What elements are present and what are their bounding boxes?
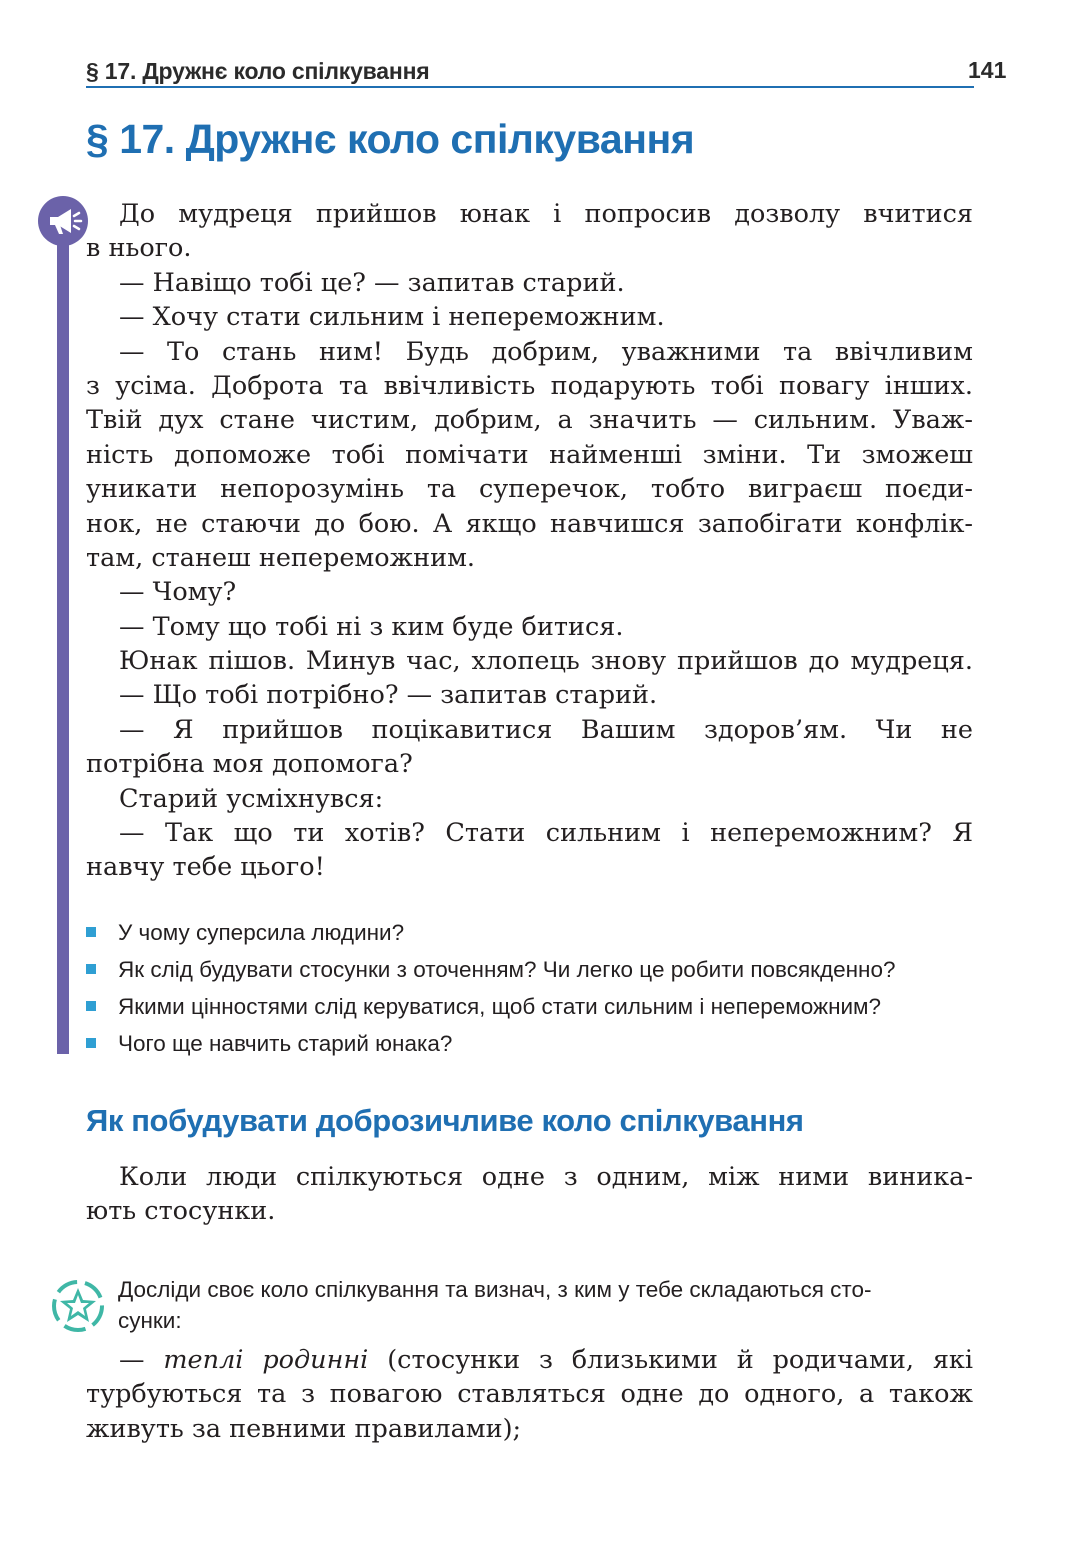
task-text — [118, 1274, 974, 1336]
star-icon — [52, 1280, 104, 1332]
intro-line: ють стосунки. — [86, 1196, 276, 1227]
story-sidebar — [57, 222, 69, 1054]
story-text — [86, 197, 973, 885]
story-line: До мудреця прийшов юнак і попросив дозволу вчитися — [119, 199, 973, 229]
relations-dash: — — [119, 1345, 145, 1375]
relations-line: турбуються та з повагою ставляться одне до одного, а також — [86, 1379, 973, 1410]
relations-text — [86, 1343, 973, 1446]
task-line: сунки: — [118, 1308, 182, 1333]
question-item: Якими цінностями слід керуватися, щоб стати сильним і непереможним? — [86, 988, 986, 1025]
relations-line — [86, 1343, 973, 1377]
story-line: Юнак пішов. Минув час, хлопець знову прийшов до мудреця. — [119, 646, 973, 677]
relations-term: теплі родинні — [163, 1345, 369, 1375]
running-header — [86, 52, 974, 88]
story-line: потрібна моя допомога? — [86, 749, 413, 780]
story-line: ність допоможе тобі помічати найменші зміни. Ти зможеш — [86, 439, 973, 470]
section-heading: Як побудувати доброзичливе коло спілкування — [86, 1103, 804, 1138]
story-line: Старий усміхнувся: — [119, 783, 384, 814]
megaphone-icon — [38, 196, 88, 246]
story-line: — Хочу стати сильним і непереможним. — [119, 302, 665, 333]
task-line: Досліди своє коло спілкування та визнач, з ким у тебе складаються сто- — [118, 1277, 872, 1302]
relations-line-rest: (стосунки з близькими й родичами, які — [387, 1345, 974, 1375]
question-list — [86, 914, 986, 1062]
running-title: § 17. Дружнє коло спілкування — [86, 58, 430, 84]
relations-line: живуть за певними правилами); — [86, 1413, 522, 1444]
question-item: У чому суперсила людини? — [86, 914, 986, 951]
story-line: уникати непорозумінь та суперечок, тобто виграєш поєди- — [86, 474, 973, 505]
question-item: Як слід будувати стосунки з оточенням? Чи легко це робити повсякденно? — [86, 951, 986, 988]
story-line: з усіма. Доброта та ввічливість подарують тобі повагу інших. — [86, 370, 973, 401]
story-line: навчу тебе цього! — [86, 852, 325, 883]
story-line: нок, не стаючи до бою. А якщо навчишся запобігати конфлік- — [86, 508, 973, 539]
chapter-title: § 17. Дружнє коло спілкування — [86, 116, 695, 162]
section-intro — [86, 1160, 973, 1229]
question-item: Чого ще навчить старий юнака? — [86, 1025, 986, 1062]
story-line: — Тому що тобі ні з ким буде битися. — [119, 611, 624, 642]
story-line: — Навіщо тобі це? — запитав старий. — [119, 267, 625, 298]
story-line: — То стань ним! Будь добрим, уважними та ввічливим — [119, 336, 973, 367]
story-line: — Що тобі потрібно? — запитав старий. — [119, 680, 658, 711]
story-line: в нього. — [86, 233, 192, 264]
story-line: — Так що ти хотів? Стати сильним і непереможним? Я — [119, 818, 973, 849]
story-line: там, станеш непереможним. — [86, 542, 476, 573]
page-number: 141 — [968, 57, 1007, 83]
story-line: Твій дух стане чистим, добрим, а значить — сильним. Уваж- — [86, 405, 973, 436]
intro-line: Коли люди спілкуються одне з одним, між ними виника- — [119, 1162, 973, 1192]
story-line: — Я прийшов поцікавитися Вашим здоров’ям. Чи не — [119, 714, 973, 745]
story-line: — Чому? — [119, 577, 237, 608]
